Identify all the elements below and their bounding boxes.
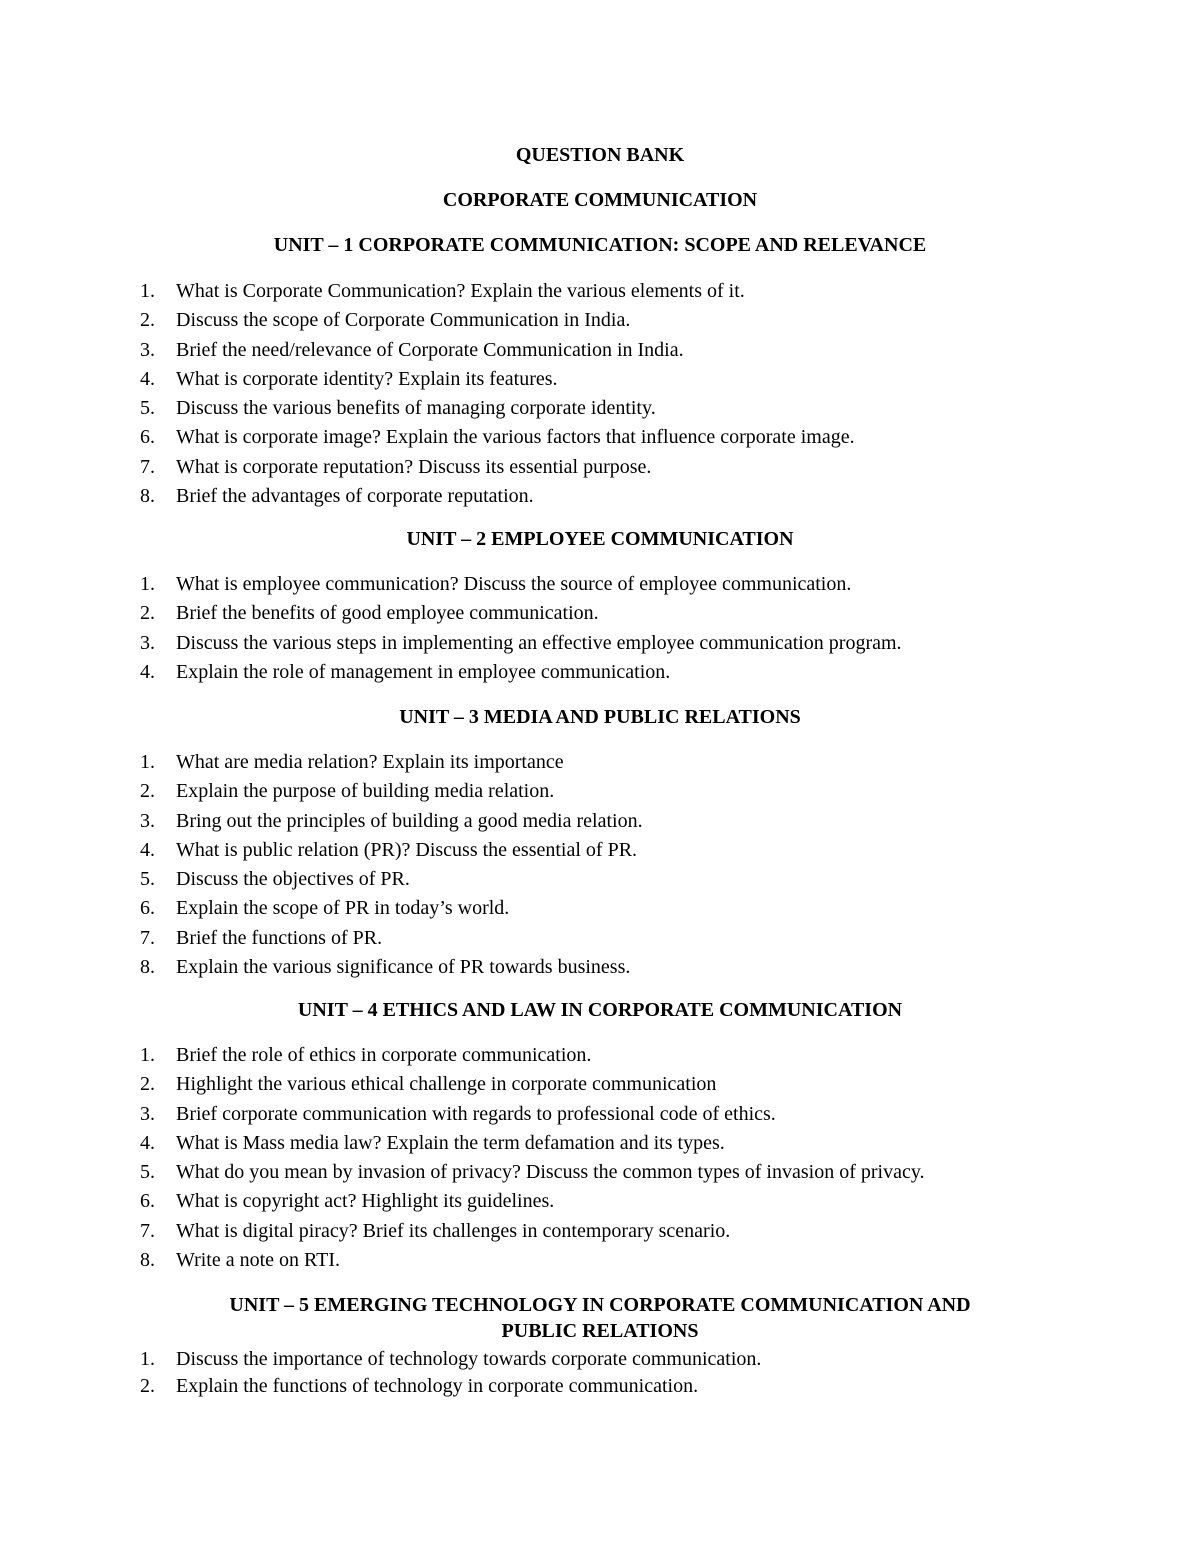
- question-text: What is corporate identity? Explain its features.: [176, 367, 558, 390]
- unit-3-heading: UNIT – 3 MEDIA AND PUBLIC RELATIONS: [399, 706, 801, 728]
- question-item: [0, 336, 1200, 365]
- question-number: 1.: [140, 1044, 155, 1066]
- question-item: [0, 748, 1200, 777]
- question-text: What is corporate image? Explain the various factors that influence corporate image.: [176, 426, 855, 449]
- question-item: [0, 1217, 1200, 1246]
- question-item: [0, 482, 1200, 511]
- unit-5-heading-line-1: UNIT – 5 EMERGING TECHNOLOGY IN CORPORATE COMMUNICATION AND: [229, 1294, 971, 1316]
- question-item: [0, 836, 1200, 865]
- unit-2-heading: UNIT – 2 EMPLOYEE COMMUNICATION: [406, 528, 794, 550]
- question-text: Discuss the objectives of PR.: [176, 868, 410, 891]
- question-item: [0, 277, 1200, 306]
- question-text: What is Mass media law? Explain the term defamation and its types.: [176, 1131, 725, 1154]
- question-number: 3.: [140, 338, 155, 361]
- unit-3-question-list: [0, 748, 1200, 982]
- question-item: [0, 1158, 1200, 1187]
- question-text: Explain the purpose of building media relation.: [176, 780, 555, 803]
- question-text: Discuss the various benefits of managing corporate identity.: [176, 397, 656, 420]
- question-item: [0, 570, 1200, 599]
- question-item: [0, 658, 1200, 687]
- question-item: [0, 924, 1200, 953]
- question-text: What is employee communication? Discuss the source of employee communication.: [176, 573, 852, 595]
- question-text: What is Corporate Communication? Explain the various elements of it.: [176, 280, 745, 302]
- question-item: [0, 894, 1200, 923]
- question-item: [0, 865, 1200, 894]
- question-item: [0, 777, 1200, 806]
- question-text: Brief the benefits of good employee communication.: [176, 602, 599, 625]
- unit-4-heading: UNIT – 4 ETHICS AND LAW IN CORPORATE COMMUNICATION: [297, 999, 903, 1021]
- question-text: Discuss the importance of technology towards corporate communication.: [176, 1348, 762, 1370]
- question-item: [0, 1041, 1200, 1070]
- question-number: 8.: [140, 956, 155, 979]
- question-text: What is copyright act? Highlight its guidelines.: [176, 1190, 555, 1213]
- question-item: [0, 1346, 1200, 1373]
- question-text: Explain the scope of PR in today’s world.: [176, 897, 510, 920]
- unit-5-heading-line-2: PUBLIC RELATIONS: [501, 1320, 699, 1342]
- question-text: Brief the advantages of corporate reputation.: [176, 485, 534, 508]
- question-item: [0, 423, 1200, 452]
- question-text: What is digital piracy? Brief its challenges in contemporary scenario.: [176, 1219, 731, 1242]
- question-text: Brief the need/relevance of Corporate Communication in India.: [176, 338, 684, 361]
- question-item: [0, 1373, 1200, 1400]
- question-number: 7.: [140, 455, 155, 478]
- document-title: QUESTION BANK: [515, 144, 685, 166]
- question-item: [0, 953, 1200, 982]
- question-number: 4.: [140, 660, 155, 683]
- question-text: Highlight the various ethical challenge in corporate communication: [176, 1073, 717, 1096]
- question-item: [0, 599, 1200, 628]
- unit-1-heading: UNIT – 1 CORPORATE COMMUNICATION: SCOPE AND RELEVANCE: [273, 234, 927, 256]
- unit-4-question-list: [0, 1041, 1200, 1275]
- question-text: Write a note on RTI.: [176, 1249, 341, 1272]
- question-number: 1.: [140, 573, 155, 595]
- question-number: 2.: [140, 602, 155, 625]
- question-number: 3.: [140, 631, 155, 654]
- document-subtitle: CORPORATE COMMUNICATION: [442, 189, 758, 211]
- question-item: [0, 1100, 1200, 1129]
- question-number: 1.: [140, 280, 155, 302]
- question-number: 2.: [140, 309, 155, 332]
- question-item: [0, 807, 1200, 836]
- question-text: Brief the functions of PR.: [176, 926, 383, 949]
- question-number: 8.: [140, 1249, 155, 1272]
- question-text: Bring out the principles of building a good media relation.: [176, 809, 643, 832]
- question-number: 2.: [140, 780, 155, 803]
- question-text: Explain the role of management in employee communication.: [176, 660, 671, 683]
- question-text: Discuss the scope of Corporate Communication in India.: [176, 309, 631, 332]
- question-number: 7.: [140, 926, 155, 949]
- question-number: 7.: [140, 1219, 155, 1242]
- question-text: Explain the various significance of PR towards business.: [176, 956, 631, 979]
- question-text: What do you mean by invasion of privacy? Discuss the common types of invasion of privacy.: [176, 1161, 925, 1184]
- question-text: Brief corporate communication with regards to professional code of ethics.: [176, 1102, 776, 1125]
- question-item: [0, 394, 1200, 423]
- question-number: 2.: [140, 1375, 155, 1397]
- question-number: 4.: [140, 367, 155, 390]
- question-number: 1.: [140, 1348, 155, 1370]
- question-number: 6.: [140, 1190, 155, 1213]
- question-item: [0, 629, 1200, 658]
- question-number: 4.: [140, 1131, 155, 1154]
- question-item: [0, 1246, 1200, 1275]
- question-item: [0, 1129, 1200, 1158]
- question-number: 2.: [140, 1073, 155, 1096]
- question-number: 3.: [140, 1102, 155, 1125]
- question-number: 6.: [140, 426, 155, 449]
- question-number: 5.: [140, 397, 155, 420]
- unit-1-question-list: [0, 277, 1200, 511]
- question-number: 6.: [140, 897, 155, 920]
- question-number: 3.: [140, 809, 155, 832]
- question-number: 1.: [140, 751, 155, 773]
- question-text: What is public relation (PR)? Discuss the essential of PR.: [176, 838, 638, 861]
- question-text: Brief the role of ethics in corporate communication.: [176, 1044, 592, 1066]
- question-text: Discuss the various steps in implementing an effective employee communication program.: [176, 631, 902, 654]
- question-number: 8.: [140, 485, 155, 508]
- question-item: [0, 1187, 1200, 1216]
- unit-2-question-list: [0, 570, 1200, 687]
- question-number: 5.: [140, 1161, 155, 1184]
- question-number: 4.: [140, 838, 155, 861]
- unit-5-question-list: [0, 1346, 1200, 1400]
- question-text: What is corporate reputation? Discuss its essential purpose.: [176, 455, 652, 478]
- question-item: [0, 1070, 1200, 1099]
- question-text: Explain the functions of technology in corporate communication.: [176, 1375, 699, 1397]
- question-text: What are media relation? Explain its importance: [176, 751, 564, 773]
- question-number: 5.: [140, 868, 155, 891]
- question-item: [0, 365, 1200, 394]
- question-item: [0, 306, 1200, 335]
- question-item: [0, 453, 1200, 482]
